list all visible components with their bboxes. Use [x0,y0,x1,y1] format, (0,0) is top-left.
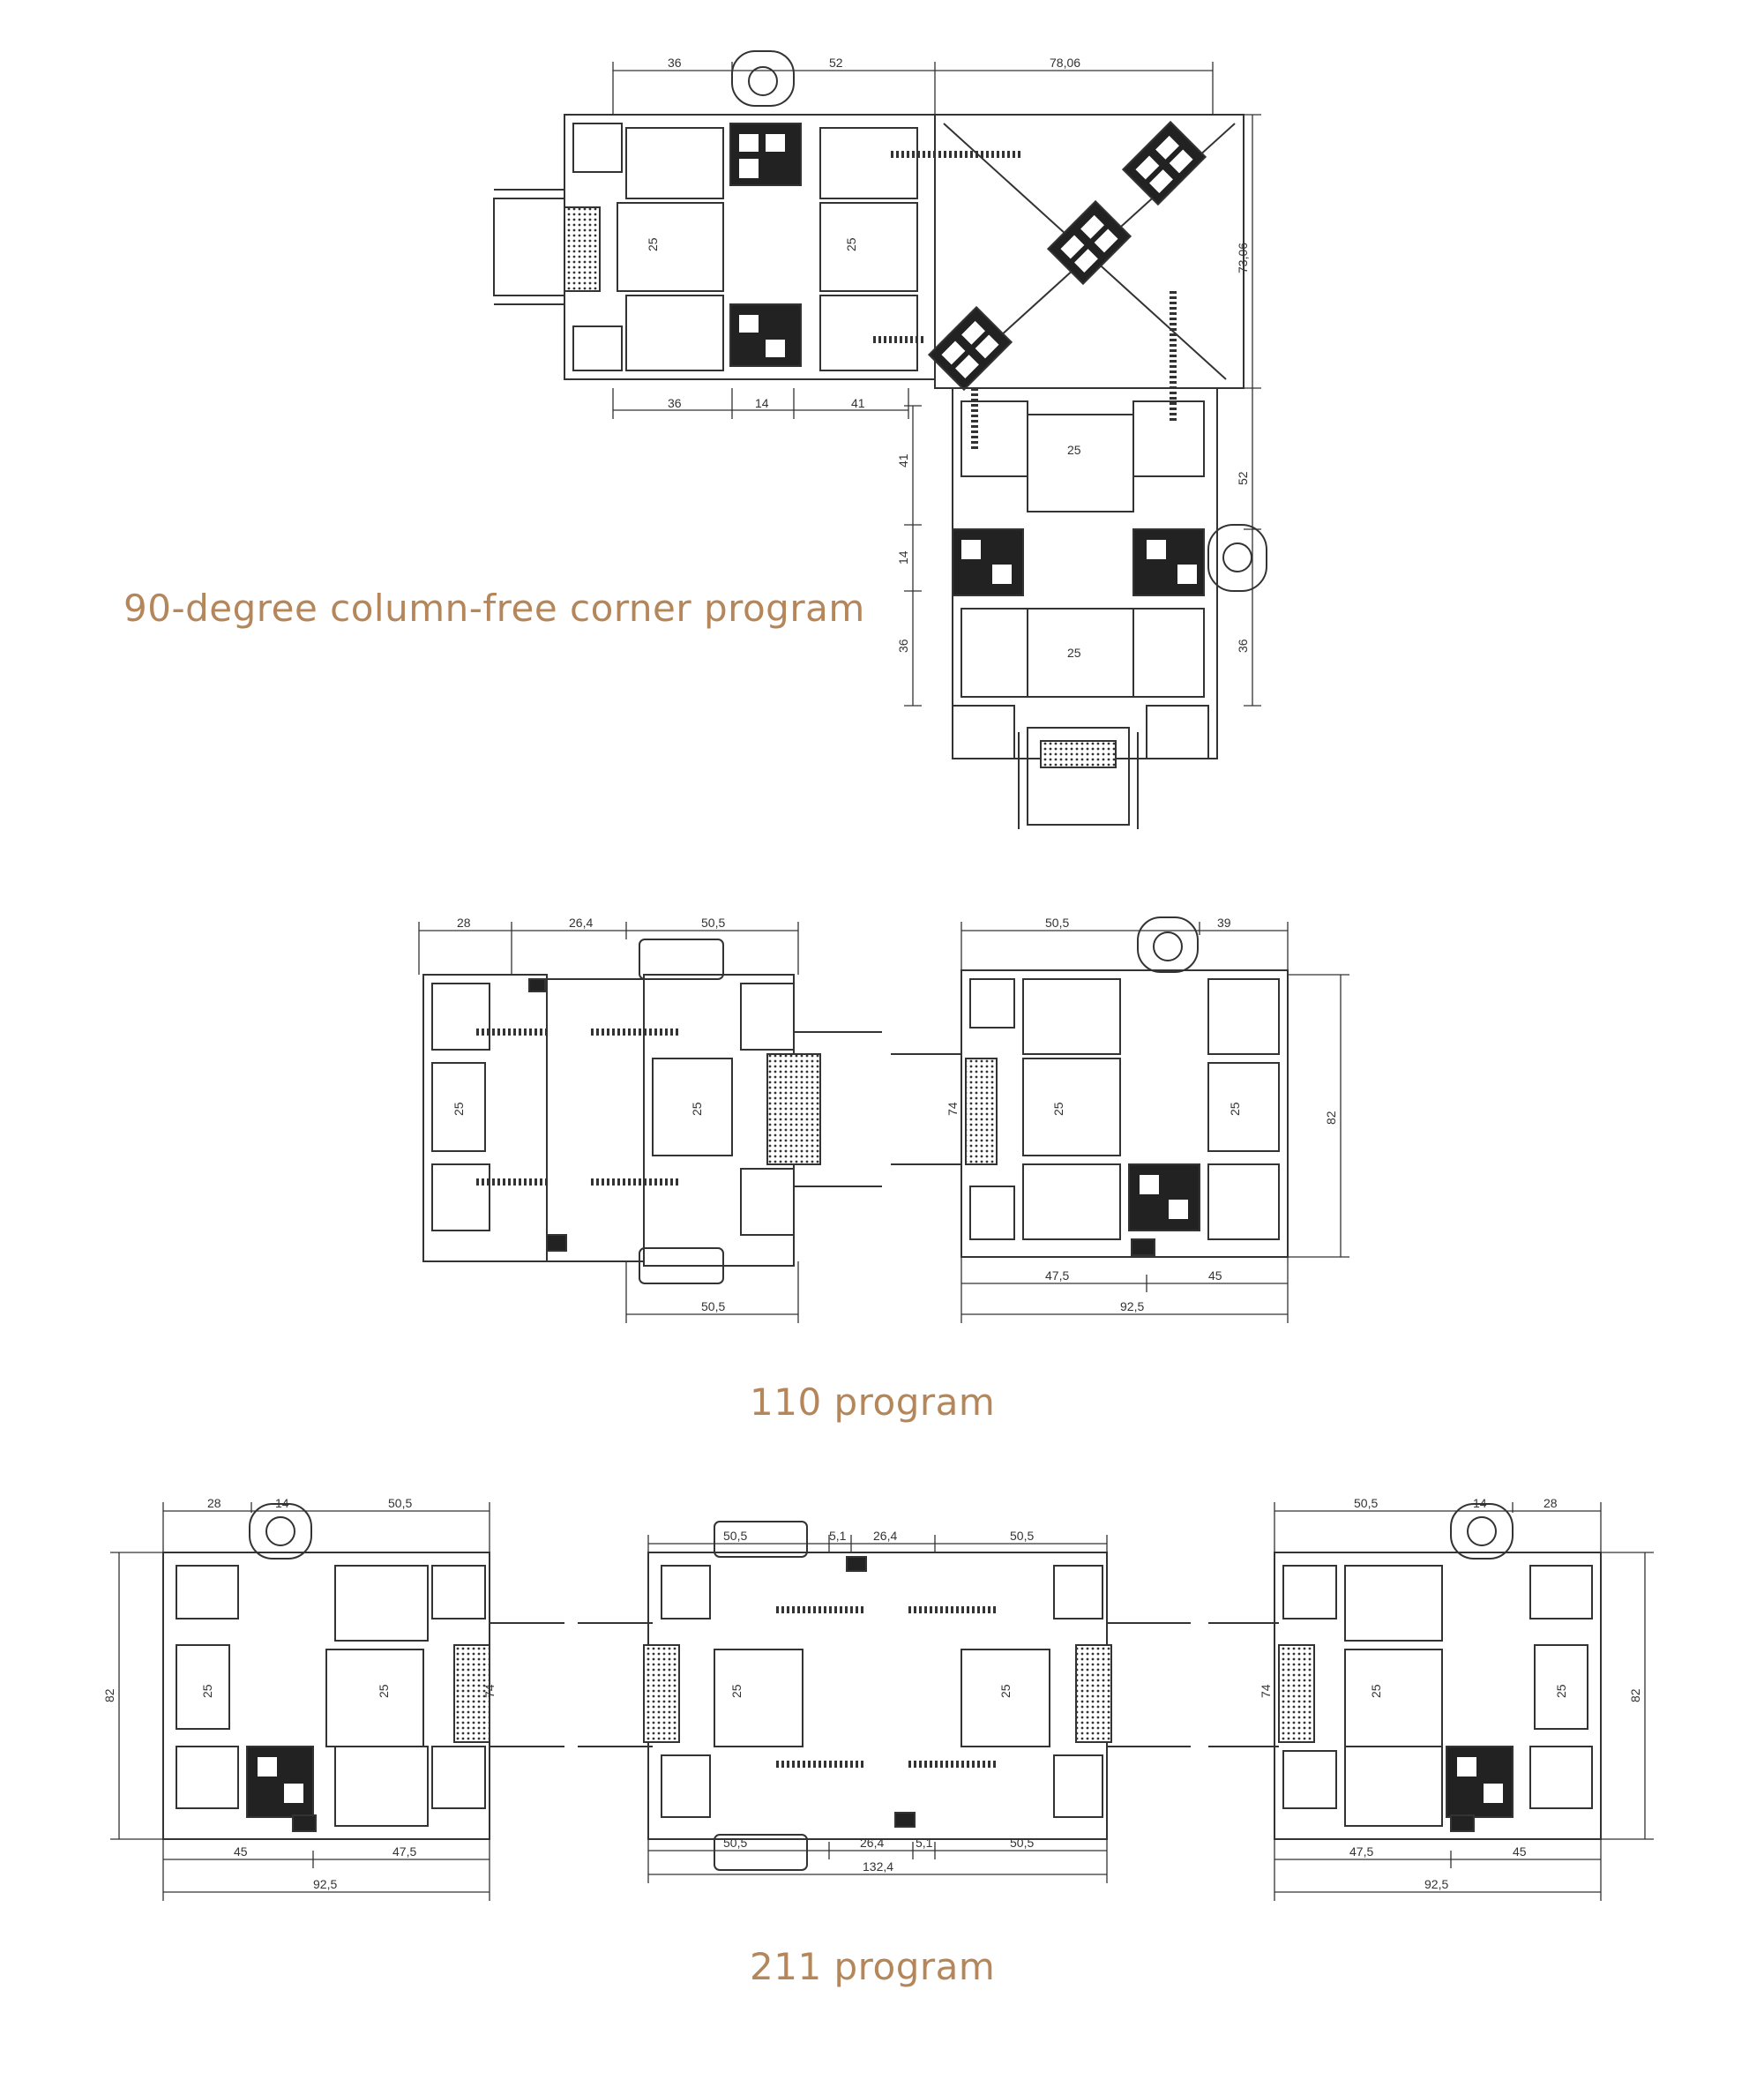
dim-label: 73,06 [1236,242,1250,273]
dim-label: 25 [1067,443,1081,457]
dim-label: 50,5 [723,1529,748,1543]
dim-label: 5,1 [829,1529,847,1543]
dim-label: 36 [668,56,682,70]
dim-label: 39 [1217,916,1231,930]
dim-label: 14 [896,550,910,565]
dim-label: 50,5 [701,916,726,930]
dim-label: 82 [1324,1111,1338,1125]
dim-label: 26,4 [873,1529,898,1543]
p211-dimension-labels [102,1496,1642,1891]
dim-label: 74 [482,1684,497,1698]
dim-label: 52 [829,56,843,70]
dim-label: 47,5 [392,1844,417,1859]
dim-label: 25 [729,1684,744,1698]
dim-label: 36 [668,396,682,410]
dim-label: 47,5 [1349,1844,1374,1859]
dim-label: 78,06 [1050,56,1081,70]
caption-corner-program: 90-degree column-free corner program [123,587,865,630]
p110-dimension-lines [419,922,1349,1323]
dim-label: 25 [1554,1684,1568,1698]
dim-label: 25 [1228,1102,1242,1116]
dim-label: 45 [234,1844,248,1859]
dim-label: 36 [1236,639,1250,653]
dim-label: 92,5 [1120,1299,1145,1313]
dim-label: 45 [1513,1844,1527,1859]
dim-label: 92,5 [1424,1877,1449,1891]
p211-right-drawing [1208,1504,1601,1839]
dim-label: 50,5 [388,1496,413,1510]
dim-label: 74 [1259,1684,1273,1698]
p110-dimension-labels [452,916,1338,1313]
dim-label: 50,5 [1010,1529,1035,1543]
dim-label: 50,5 [1010,1836,1035,1850]
dim-label: 14 [755,396,769,410]
p110-right-drawing [891,917,1288,1257]
p110-left-drawing [423,939,882,1283]
dim-label: 50,5 [1045,916,1070,930]
dim-label: 26,4 [860,1836,885,1850]
dim-label: 50,5 [1354,1496,1379,1510]
dim-label: 25 [844,237,858,251]
dim-label: 25 [1051,1102,1065,1116]
dim-label: 28 [207,1496,221,1510]
dim-label: 25 [690,1102,704,1116]
dim-label: 28 [1544,1496,1558,1510]
p211-left-drawing [163,1504,564,1839]
dim-label: 92,5 [313,1877,338,1891]
dim-label: 25 [646,237,660,251]
caption-110-program: 110 program [750,1380,996,1424]
dim-label: 25 [452,1102,466,1116]
dim-label: 14 [275,1496,289,1510]
dim-label: 50,5 [723,1836,748,1850]
dim-label: 45 [1208,1268,1222,1283]
caption-211-program: 211 program [750,1945,996,1988]
dim-label: 28 [457,916,471,930]
dim-label: 25 [200,1684,214,1698]
dim-label: 25 [998,1684,1013,1698]
dim-label: 36 [896,639,910,653]
corner-drawing [494,51,1267,829]
dim-label: 25 [1369,1684,1383,1698]
dim-label: 25 [377,1684,391,1698]
dim-label: 41 [896,453,910,468]
dim-label: 41 [851,396,865,410]
dim-label: 132,4 [863,1859,894,1874]
dim-label: 52 [1236,471,1250,485]
dim-label: 26,4 [569,916,594,930]
dim-label: 47,5 [1045,1268,1070,1283]
dim-label: 74 [946,1102,960,1116]
dim-label: 25 [1067,646,1081,660]
p211-middle-drawing [578,1522,1191,1870]
dim-label: 5,1 [916,1836,933,1850]
dim-label: 14 [1473,1496,1487,1510]
dim-label: 50,5 [701,1299,726,1313]
dim-label: 82 [102,1688,116,1702]
dim-label: 82 [1628,1688,1642,1702]
